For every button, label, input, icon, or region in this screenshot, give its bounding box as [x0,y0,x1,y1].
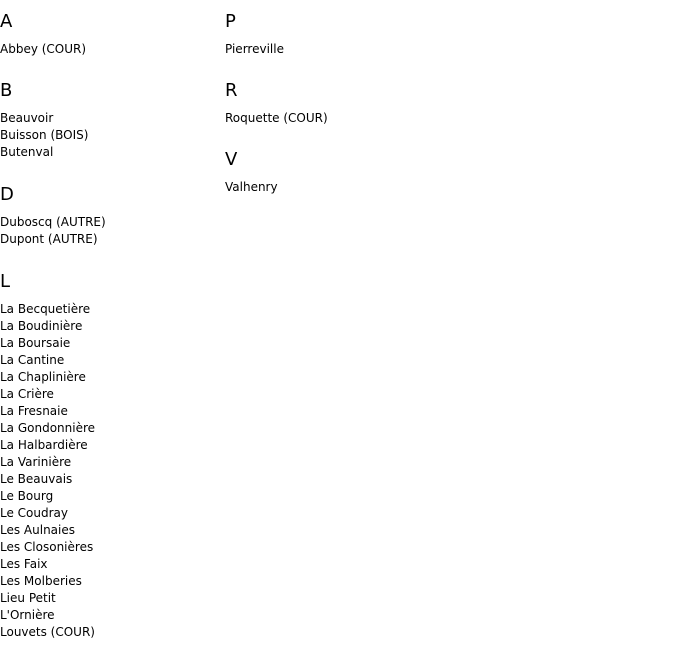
place-list-item: La Varinière [0,455,72,469]
letter-group-v [225,149,665,196]
place-list-item: La Cantine [0,353,65,367]
place-list-item: La Gondonnière [0,421,96,435]
place-list-item: La Fresnaie [0,404,68,418]
letter-heading: L [0,271,11,292]
place-list-item: Le Coudray [0,506,69,520]
place-list-item: Les Closonières [0,540,94,554]
place-list-item: La Chaplinière [0,370,86,384]
letter-group-l [0,271,220,641]
place-list [225,41,665,58]
place-list-item: Valhenry [225,180,278,194]
place-list-item: Beauvoir [0,111,54,125]
letter-group-a [0,11,220,58]
letter-group-r [225,80,665,127]
place-list-item: Le Beauvais [0,472,73,486]
place-list-item: Abbey (COUR) [0,42,87,56]
place-list-item: Le Bourg [0,489,54,503]
letter-heading: A [0,11,13,32]
letter-group-p [225,11,665,58]
place-list-item: Louvets (COUR) [0,625,95,639]
letter-heading: D [0,184,14,205]
letter-heading: P [225,11,236,32]
letter-group-d [0,184,220,248]
place-list-item: Les Molberies [0,574,82,588]
place-list [0,301,220,641]
place-list-item: Lieu Petit [0,591,56,605]
place-list-item: Butenval [0,145,54,159]
place-list-item: La Boudinière [0,319,83,333]
place-list-item: La Crière [0,387,54,401]
place-list [0,41,220,58]
place-list-item: Les Faix [0,557,48,571]
letter-group-b [0,80,220,161]
letter-heading: R [225,80,238,101]
letter-heading: V [225,149,238,170]
place-list-item: La Boursaie [0,336,71,350]
place-list-item: Les Aulnaies [0,523,75,537]
place-list-item: Buisson (BOIS) [0,128,89,142]
letter-heading: B [0,80,13,101]
index-column-left [0,0,220,641]
place-list [0,110,220,161]
place-list [0,214,220,248]
place-list-item: Dupont (AUTRE) [0,232,98,246]
place-list-item: La Becquetière [0,302,91,316]
place-list [225,110,665,127]
index-column-right [225,0,665,196]
place-list-item: L'Ornière [0,608,55,622]
place-list-item: Duboscq (AUTRE) [0,215,106,229]
place-list-item: Pierreville [225,42,284,56]
place-list-item: La Halbardière [0,438,88,452]
place-list [225,179,665,196]
place-list-item: Roquette (COUR) [225,111,328,125]
